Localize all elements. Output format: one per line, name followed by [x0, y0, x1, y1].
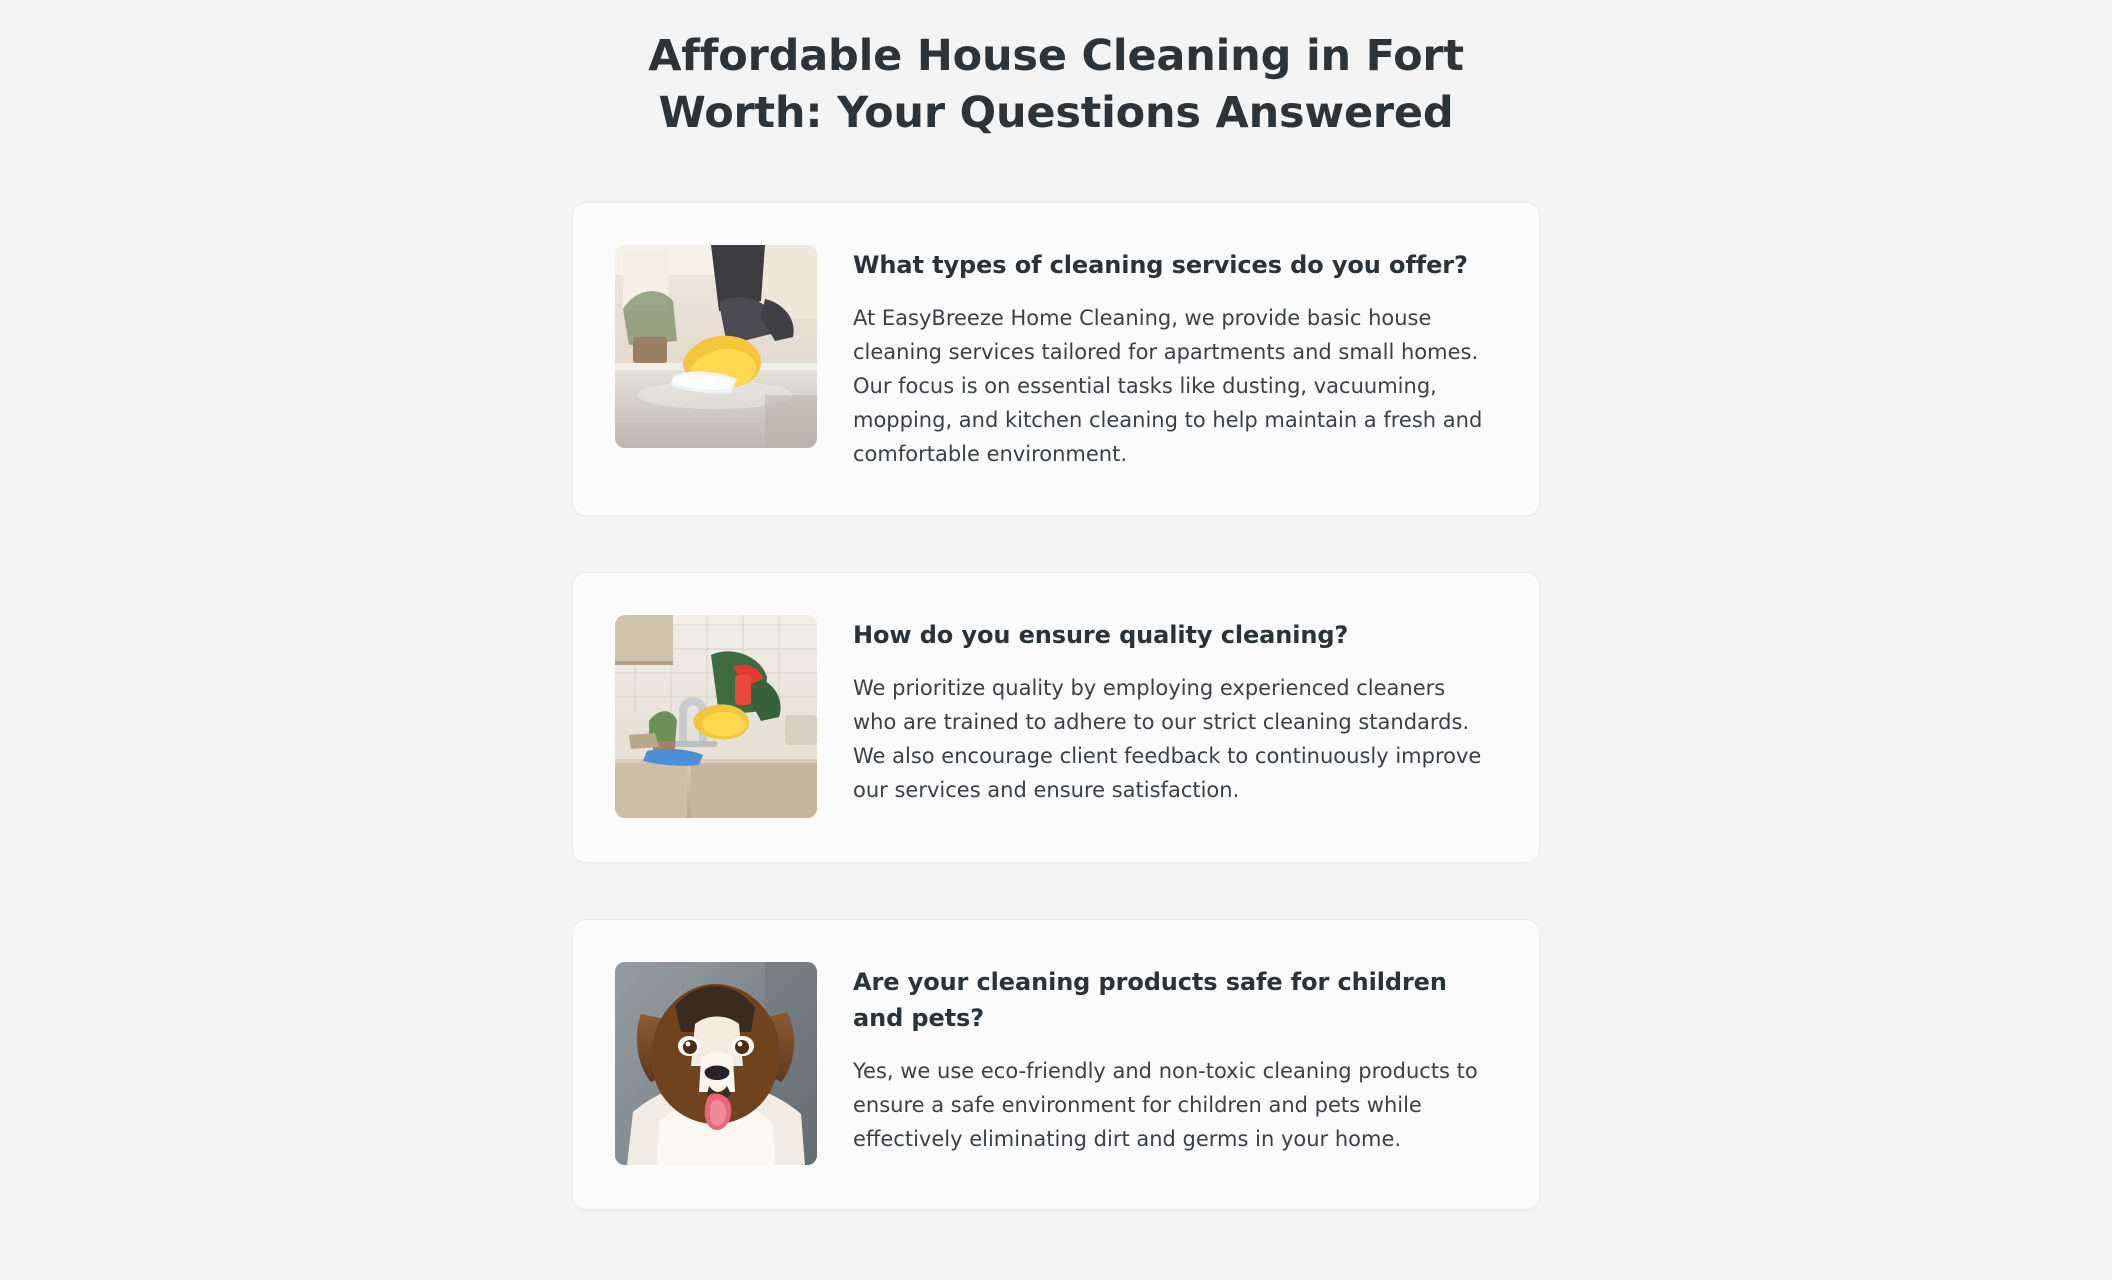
- faq-item[interactable]: [572, 202, 1540, 516]
- faq-text: [853, 962, 1491, 1156]
- faq-question: How do you ensure quality cleaning?: [853, 620, 1349, 649]
- faq-question: What types of cleaning services do you offer?: [853, 250, 1468, 279]
- faq-item[interactable]: [572, 572, 1540, 863]
- faq-list: [572, 202, 1540, 1210]
- faq-text: [853, 245, 1491, 471]
- faq-answer: Yes, we use eco-friendly and non-toxic cleaning products to ensure a safe environment for children and pets while effectively eliminating dirt and germs in your home.: [853, 1058, 1478, 1151]
- faq-answer: We prioritize quality by employing experienced cleaners who are trained to adhere to our strict cleaning standards. We also encourage client feedback to continuously improve our services and ensure satisfaction.: [853, 675, 1482, 802]
- faq-text: [853, 615, 1491, 807]
- dog-portrait-photo: [615, 962, 817, 1165]
- faq-answer: At EasyBreeze Home Cleaning, we provide basic house cleaning services tailored for apartments and small homes. Our focus is on essential tasks like dusting, vacuuming, mopping, and kitchen cleaning to help maintain a fresh and comfortable environment.: [853, 305, 1483, 466]
- faq-question: Are your cleaning products safe for children and pets?: [853, 967, 1447, 1032]
- page-title: Affordable House Cleaning in Fort Worth: Your Questions Answered: [648, 31, 1464, 138]
- person-spraying-cleaner-at-kitchen-sink-photo: [615, 615, 817, 818]
- gloved-hand-wiping-kitchen-counter-photo: [615, 245, 817, 448]
- faq-item[interactable]: [572, 919, 1540, 1210]
